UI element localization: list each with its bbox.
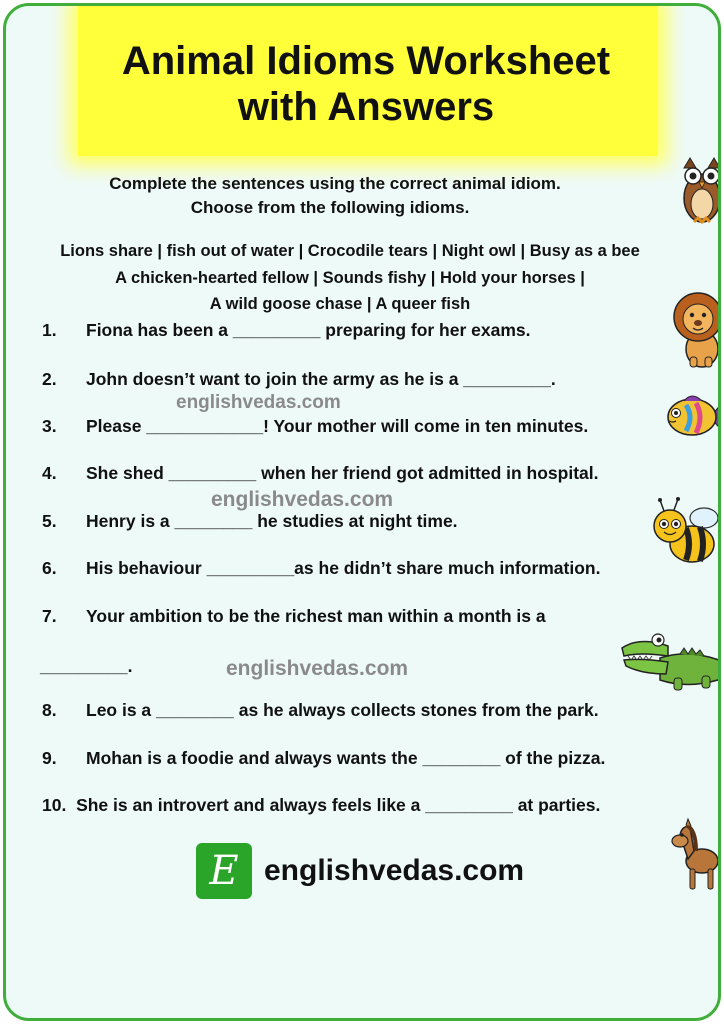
instruction-line-1: Complete the sentences using the correct animal idiom.	[109, 174, 561, 193]
idiom-bank-line-1: Lions share | fish out of water | Crocodile tears | Night owl | Busy as a bee	[60, 242, 640, 260]
question-7-continuation: _________.	[40, 656, 133, 676]
fish-icon	[666, 391, 721, 445]
watermark-3: englishvedas.com	[226, 657, 409, 680]
bee-icon	[652, 496, 721, 568]
crocodile-icon	[620, 618, 721, 694]
idiom-bank-line-2: A chicken-hearted fellow | Sounds fishy | Hold your horses |	[115, 268, 585, 287]
title-line-1: Animal Idioms Worksheet	[121, 39, 611, 83]
question-text: John doesn’t want to join the army as he is a _________.	[86, 369, 556, 389]
question-5	[42, 509, 458, 533]
idiom-bank-line-3: A wild goose chase | A queer fish	[209, 295, 471, 313]
question-number: 10.	[42, 795, 67, 815]
question-7	[42, 604, 546, 628]
question-text: His behaviour _________as he didn’t share much information.	[86, 558, 601, 578]
watermark-2: englishvedas.com	[211, 488, 394, 511]
question-number: 3.	[42, 416, 57, 436]
question-text: Mohan is a foodie and always wants the ________ of the pizza.	[86, 748, 606, 768]
question-2	[42, 367, 556, 391]
owl-icon	[680, 154, 721, 226]
watermark-1: englishvedas.com	[176, 392, 341, 413]
worksheet-frame	[3, 3, 721, 1021]
question-text: Your ambition to be the richest man within a month is a	[86, 606, 546, 626]
englishvedas-logo	[196, 843, 252, 899]
question-3	[42, 414, 588, 438]
question-text: Please ____________! Your mother will come in ten minutes.	[86, 416, 589, 436]
question-10	[42, 793, 600, 817]
question-number: 4.	[42, 463, 57, 483]
question-number: 2.	[42, 369, 57, 389]
question-number: 9.	[42, 748, 57, 768]
lion-icon	[672, 291, 721, 369]
title-line-2: with Answers	[237, 85, 495, 129]
logo-letter: E	[209, 848, 239, 894]
question-9	[42, 746, 605, 770]
question-text: Henry is a ________ he studies at night time.	[86, 511, 458, 531]
question-number: 8.	[42, 700, 57, 720]
question-1	[42, 318, 531, 342]
question-6	[42, 556, 600, 580]
instructions	[6, 172, 721, 220]
idiom-bank	[6, 238, 721, 318]
question-text: She is an introvert and always feels like a _________ at parties.	[76, 795, 601, 815]
question-number: 7.	[42, 606, 57, 626]
question-text: Fiona has been a _________ preparing for her exams.	[86, 320, 531, 340]
question-8	[42, 698, 599, 722]
question-number: 6.	[42, 558, 57, 578]
footer-site-name: englishvedas.com	[264, 854, 525, 887]
question-number: 5.	[42, 511, 57, 531]
footer-brand	[196, 844, 524, 898]
page-title	[66, 38, 666, 130]
question-4	[42, 461, 599, 485]
instruction-line-2: Choose from the following idioms.	[190, 198, 470, 217]
question-number: 1.	[42, 320, 57, 340]
question-text: She shed _________ when her friend got admitted in hospital.	[86, 463, 599, 483]
question-text: Leo is a ________ as he always collects stones from the park.	[86, 700, 599, 720]
horse-icon	[670, 821, 721, 891]
